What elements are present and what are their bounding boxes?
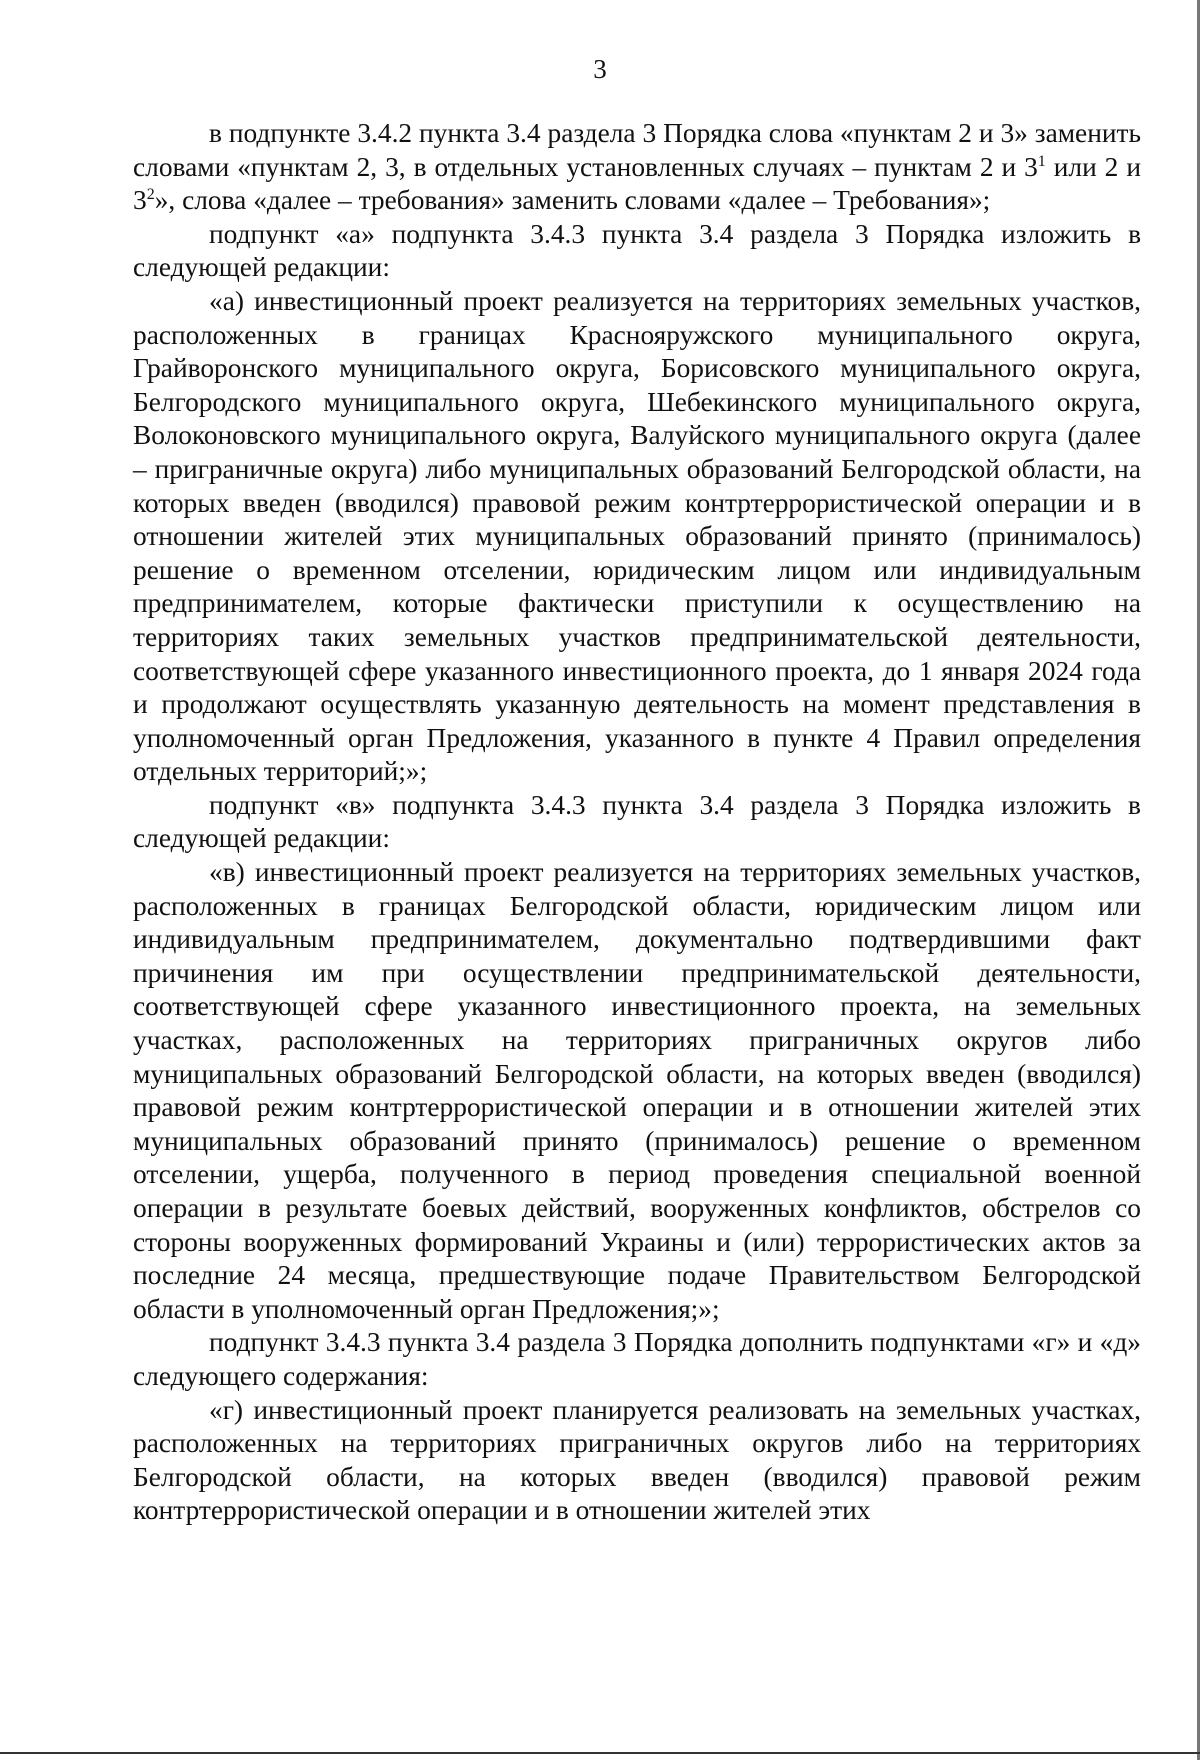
paragraph-amendment-3-4-2	[133, 117, 1141, 218]
document-body	[133, 117, 1141, 1528]
paragraph-text: », слова «далее – требования» заменить словами «далее – Требования»;	[154, 185, 991, 216]
paragraph-subpoint-g-text: «г) инвестиционный проект планируется реализовать на земельных участках, расположенных на территориях приграничных округов либо на территориях Белгородской области, на которых введен (вводился) правовой режим контртеррористической операции и в отношении жителей этих	[133, 1394, 1141, 1526]
page-number: 3	[593, 54, 607, 84]
superscript: 2	[146, 186, 155, 204]
paragraph-subpoint-a-text: «а) инвестиционный проект реализуется на территориях земельных участков, расположенных в границах Краснояружского муниципального округа, Грайворонского муниципального округа, Борисовского муниципального округа, Белгородского муниципального округа, Шебекинского муниципального округа, Волоконовского муниципального округа, Валуйского муниципального округа (далее – приграничные округа) либо муниципальных образований Белгородской области, на которых введен (вводился) правовой режим контртеррористической операции и в отношении жителей этих муниципальных образований принято (принималось) решение о временном отселении, юридическим лицом или индивидуальным предпринимателем, которые фактически приступили к осуществлению на территориях таких земельных участков предпринимательской деятельности, соответствующей сфере указанного инвестиционного проекта, до 1 января 2024 года и продолжают осуществлять указанную деятельность на момент представления в уполномоченный орган Предложения, указанного в пункте 4 Правил определения отдельных территорий;»;	[133, 285, 1141, 787]
paragraph-subpoint-v-intro: подпункт «в» подпункта 3.4.3 пункта 3.4 раздела 3 Порядка изложить в следующей редакции:	[133, 789, 1141, 854]
bottom-scan-edge	[0, 1752, 1200, 1754]
paragraph-subpoint-a-intro: подпункт «а» подпункта 3.4.3 пункта 3.4 раздела 3 Порядка изложить в следующей редакции:	[133, 218, 1141, 283]
paragraph-text: или 2 и 3	[133, 151, 1141, 216]
superscript: 1	[1037, 152, 1046, 170]
paragraph-text: в подпункте 3.4.2 пункта 3.4 раздела 3 Порядка слова «пунктам 2 и 3» заменить словами «пунктам 2, 3, в отдельных установленных случаях – пунктам 2 и 3	[133, 118, 1141, 182]
paragraph-subpoints-g-d-intro: подпункт 3.4.3 пункта 3.4 раздела 3 Порядка дополнить подпунктами «г» и «д» следующего содержания:	[133, 1327, 1141, 1391]
paragraph-subpoint-v-text: «в) инвестиционный проект реализуется на территориях земельных участков, расположенных в границах Белгородской области, юридическим лицом или индивидуальным предпринимателем, документально подтвердившими факт причинения им при осуществлении предпринимательской деятельности, соответствующей сфере указанного инвестиционного проекта, на земельных участках, расположенных на территориях приграничных округов либо муниципальных образований Белгородской области, на которых введен (вводился) правовой режим контртеррористической операции и в отношении жителей этих муниципальных образований принято (принималось) решение о временном отселении, ущерба, полученного в период проведения специальной военной операции в результате боевых действий, вооруженных конфликтов, обстрелов со стороны вооруженных формирований Украины и (или) террористических актов за последние 24 месяца, предшествующие подаче Правительством Белгородской области в уполномоченный орган Предложения;»;	[133, 857, 1141, 1324]
